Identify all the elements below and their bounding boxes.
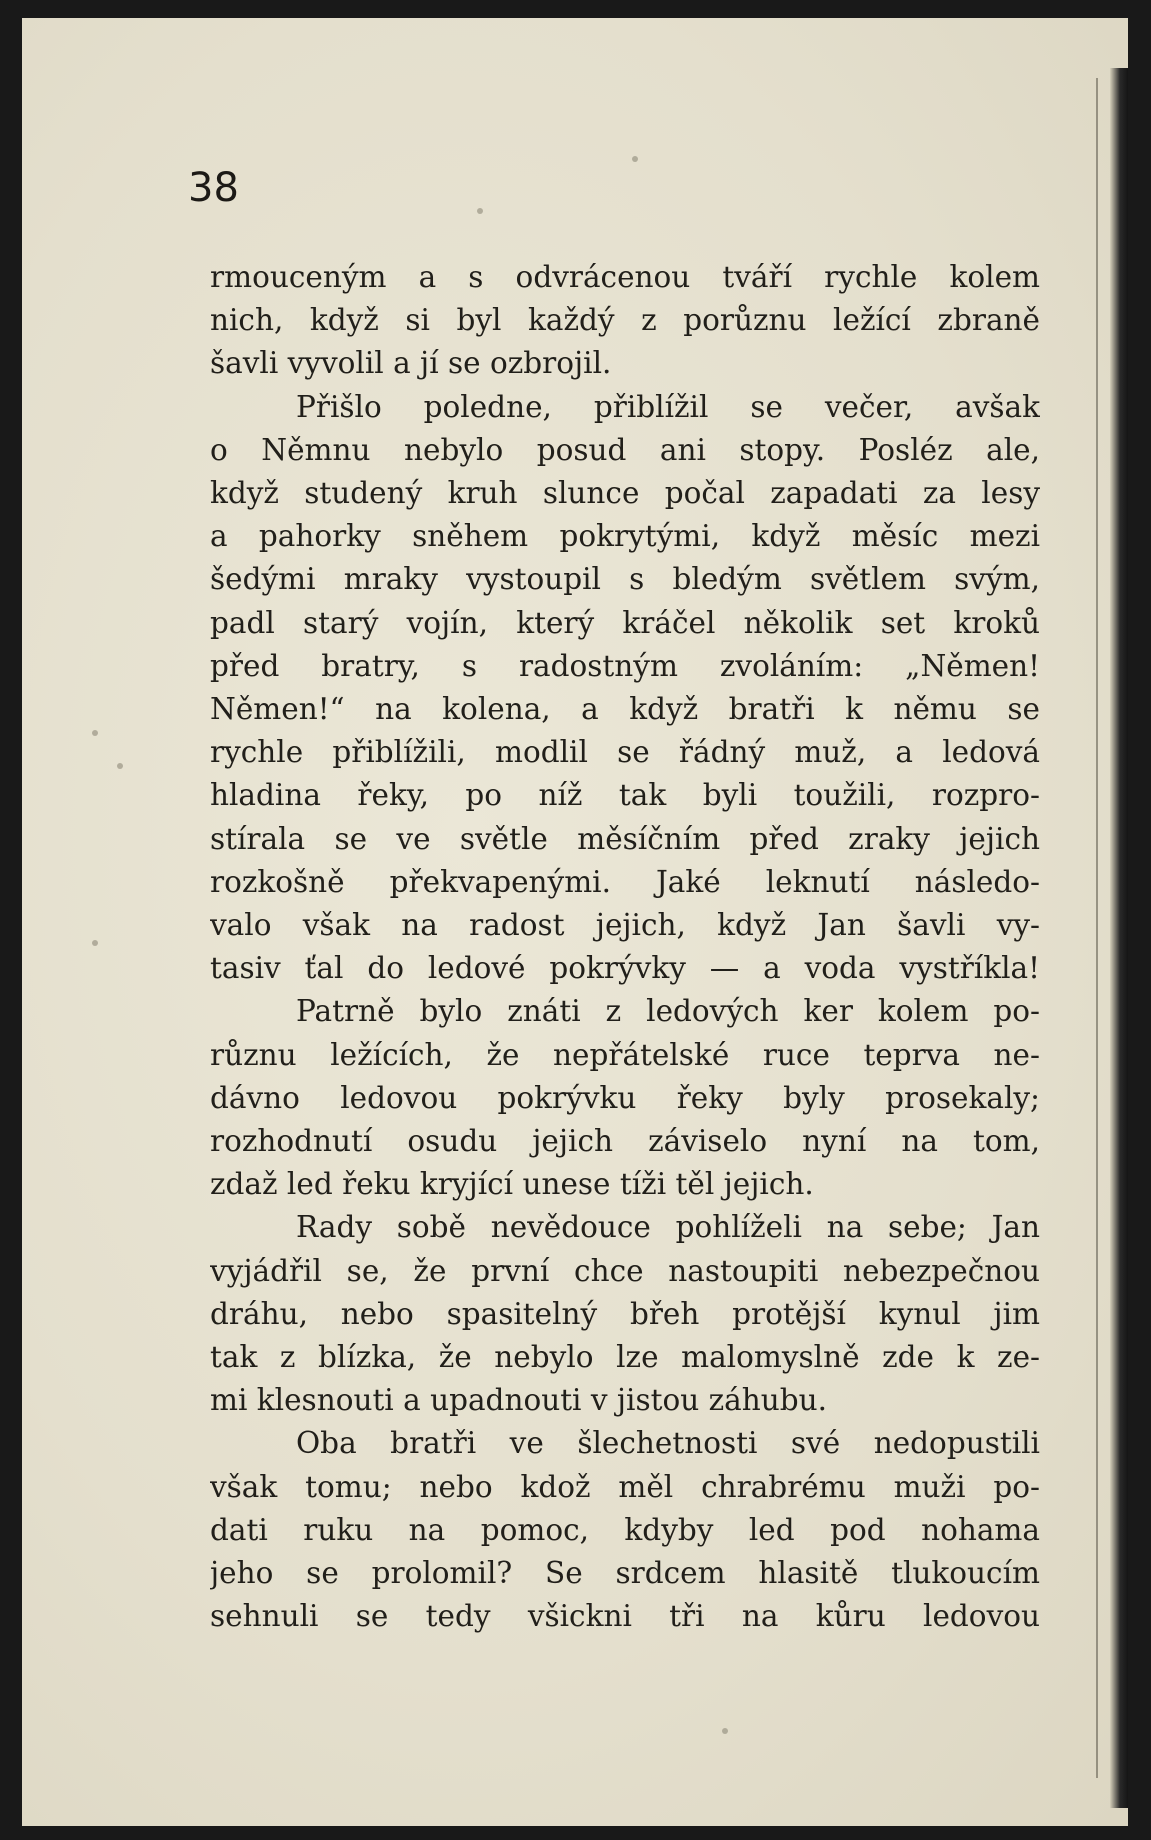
text-line: hladina řeky, po níž tak byli toužili, rozpro- <box>210 778 1040 813</box>
text-line: však tomu; nebo kdož měl chrabrému muži po- <box>210 1469 1040 1504</box>
text-line: před bratry, s radostným zvoláním: „Němen! <box>210 648 1040 683</box>
text-line: šedými mraky vystoupil s bledým světlem svým, <box>210 562 1040 597</box>
paper-speck <box>722 1728 728 1734</box>
body-text <box>210 256 1040 1639</box>
text-line: valo však na radost jejich, když Jan šavli vy- <box>210 908 1040 943</box>
text-line: stírala se ve světle měsíčním před zraky jejich <box>210 821 1040 856</box>
text-line: sehnuli se tedy všickni tři na kůru ledovou <box>210 1599 1040 1634</box>
text-line: jeho se prolomil? Se srdcem hlasitě tlukoucím <box>210 1556 1040 1591</box>
text-line: mi klesnouti a upadnouti v jistou záhubu. <box>210 1383 828 1418</box>
paper-speck <box>92 730 98 736</box>
book-page <box>22 18 1128 1826</box>
text-line: rychle přiblížili, modlil se řádný muž, a ledová <box>210 735 1040 770</box>
text-line: nich, když si byl každý z porůznu ležící zbraně <box>210 303 1040 338</box>
text-line: Němen!“ na kolena, a když bratři k němu se <box>210 692 1040 727</box>
text-line: rozhodnutí osudu jejich záviselo nyní na tom, <box>210 1124 1040 1159</box>
text-line: dráhu, nebo spasitelný břeh protější kynul jim <box>210 1296 1040 1331</box>
text-line: šavli vyvolil a jí se ozbrojil. <box>210 346 612 381</box>
text-line: Rady sobě nevědouce pohlíželi na sebe; Jan <box>296 1210 1040 1245</box>
text-line: rozkošně překvapenými. Jaké leknutí následo- <box>210 864 1040 899</box>
paper-speck <box>92 940 98 946</box>
text-line: dávno ledovou pokrývku řeky byly prosekaly; <box>210 1080 1040 1115</box>
text-line: padl starý vojín, který kráčel několik set kroků <box>210 605 1040 640</box>
paper-speck <box>477 208 483 214</box>
text-line: Oba bratři ve šlechetnosti své nedopustili <box>296 1426 1040 1461</box>
text-line: rmouceným a s odvrácenou tváří rychle kolem <box>210 260 1040 294</box>
text-line: Přišlo poledne, přiblížil se večer, avšak <box>296 389 1040 424</box>
text-line: tasiv ťal do ledové pokrývky — a voda vystříkla! <box>210 951 1040 986</box>
text-line: když studený kruh slunce počal zapadati za lesy <box>210 476 1040 511</box>
binding-gutter <box>1110 68 1128 1808</box>
page-edge-shadow <box>1096 78 1098 1778</box>
page-number: 38 <box>188 165 239 211</box>
text-line: různu ležících, že nepřátelské ruce teprva ne- <box>210 1037 1040 1072</box>
text-line: tak z blízka, že nebylo lze malomyslně zde k ze- <box>210 1340 1040 1375</box>
text-line: vyjádřil se, že první chce nastoupiti nebezpečnou <box>210 1253 1040 1288</box>
text-line: Patrně bylo znáti z ledových ker kolem po- <box>296 994 1040 1029</box>
text-line: zdaž led řeku kryjící unese tíži těl jejich. <box>210 1167 814 1202</box>
text-line: a pahorky sněhem pokrytými, když měsíc mezi <box>210 519 1040 554</box>
paper-speck <box>117 763 123 769</box>
paper-speck <box>632 156 638 162</box>
text-line: o Němnu nebylo posud ani stopy. Posléz ale, <box>210 432 1040 467</box>
text-line: dati ruku na pomoc, kdyby led pod nohama <box>210 1512 1040 1547</box>
